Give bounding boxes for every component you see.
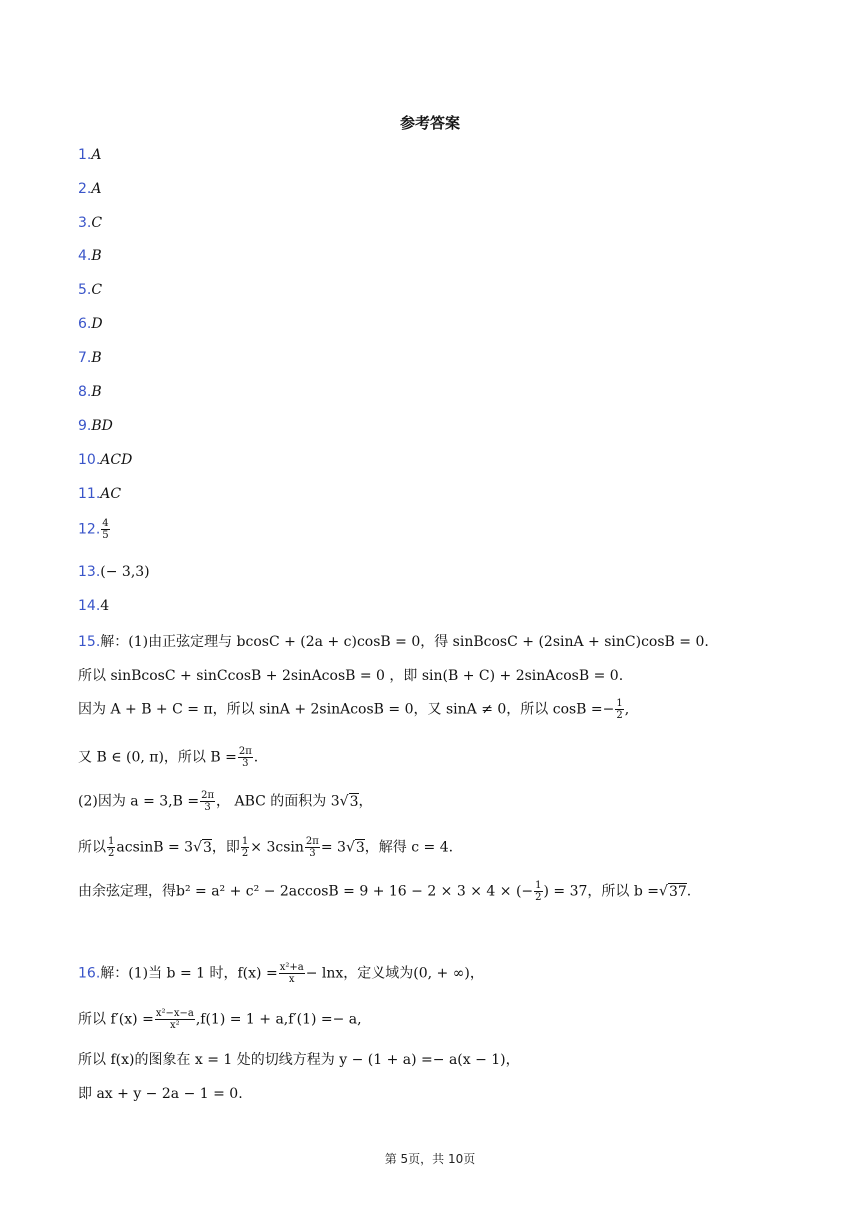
solution-text: 又 B ∈ (0, π)，所以 B = <box>78 749 237 766</box>
solution-text: 即 ax + y − 2a − 1 = 0. <box>78 1086 243 1102</box>
answer-line-4 <box>78 248 102 264</box>
fraction: $\frac{1}{2}$ <box>108 836 115 859</box>
fraction: $\frac{1}{2}$ <box>241 836 249 859</box>
fraction: $\frac{2\pi}{3}$ <box>305 836 319 859</box>
answer-value: D <box>91 316 103 332</box>
q15-line-4: 又 B ∈ (0, π)，所以 B = $\frac{2\pi}{3}$ . <box>78 746 259 769</box>
q16-line-4 <box>78 1083 243 1103</box>
answer-value: B <box>91 384 102 400</box>
answer-line-2 <box>78 181 101 197</box>
answer-value: C <box>91 282 103 298</box>
fraction: $\frac{2\pi}{3}$ <box>238 746 252 769</box>
question-number: 6. <box>78 316 92 332</box>
answer-value: ACD <box>100 452 133 468</box>
answer-line-10 <box>78 452 132 468</box>
solution-text: 所以 <box>78 839 106 856</box>
q15-line-5: (2)因为 a = 3,B = $\frac{2\pi}{3}$ ， ABC 的面积为 3√3， <box>78 790 373 813</box>
answer-line-8 <box>78 384 102 400</box>
question-number: 16. <box>78 965 101 982</box>
solution-text: 由余弦定理，得b² = a² + c² − 2accosB = 9 + 16 − 2 × 3 × 4 × (− <box>78 883 534 900</box>
answer-line-7 <box>78 350 102 366</box>
answer-line-14 <box>78 598 109 614</box>
question-number: 15. <box>78 634 101 650</box>
answer-value: (− 3,3) <box>100 564 150 580</box>
question-number: 10. <box>78 452 101 468</box>
question-number: 11. <box>78 486 101 502</box>
answer-value: C <box>91 215 103 231</box>
q16-line-2: 所以 f′(x) = $\frac{\text{x²−x−a}}{\text{x²}}$ ,f(1) = 1 + a,f′(1) =− a, <box>78 1008 362 1031</box>
answer-line-13 <box>78 564 150 580</box>
answer-line-9 <box>78 418 113 434</box>
solution-text: 因为 A + B + C = π，所以 sinA + 2sinAcosB = 0，又 sinA ≠ 0，所以 cosB =− <box>78 701 615 718</box>
answer-value: A <box>91 147 102 163</box>
q15-line-6: 所以 $\frac{1}{2}$ acsinB = 3√3，即 $\frac{1}{2}$ × 3csin $\frac{2\pi}{3}$ = 3√3，解得 c = 4. <box>78 836 454 859</box>
fraction: $\frac{1}{2}$ <box>616 698 623 721</box>
question-number: 9. <box>78 418 92 434</box>
fraction: $\frac{\text{x²−x−a}}{\text{x²}}$ <box>155 1008 194 1031</box>
solution-text: 所以 sinBcosC + sinCcosB + 2sinAcosB = 0 ，即 sin(B + C) + 2sinAcosB = 0. <box>78 668 624 684</box>
solution-text: 解：(1)由正弦定理与 bcosC + (2a + c)cosB = 0，得 sinBcosC + (2sinA + sinC)cosB = 0. <box>100 634 709 650</box>
question-number: 2. <box>78 181 92 197</box>
answer-value: AC <box>100 486 122 502</box>
question-number: 3. <box>78 215 92 231</box>
answer-line-6 <box>78 316 103 332</box>
question-number: 12. <box>78 521 101 538</box>
answer-line-12 <box>78 518 111 541</box>
solution-text: 所以 f(x)的图象在 x = 1 处的切线方程为 y − (1 + a) =− a(x − 1)， <box>78 1052 520 1068</box>
question-number: 7. <box>78 350 92 366</box>
solution-text: 所以 f′(x) = <box>78 1011 154 1028</box>
page-footer: 第 5页，共 10页 <box>384 1152 476 1166</box>
q16-line-3 <box>78 1049 520 1069</box>
answer-value: 4 <box>100 598 110 614</box>
answer-value: B <box>91 350 102 366</box>
page-title: 参考答案 <box>399 114 460 132</box>
answer-value: BD <box>91 418 113 434</box>
q15-line-3: 因为 A + B + C = π，所以 sinA + 2sinAcosB = 0，又 sinA ≠ 0，所以 cosB =− $\frac{1}{2}$ , <box>78 698 630 721</box>
question-number: 1. <box>78 147 92 163</box>
answer-line-3 <box>78 215 102 231</box>
q16-line-1: 16.解：(1)当 b = 1 时，f(x) = $\frac{\text{x²+a}}{x}$ − lnx，定义域为(0, + ∞)， <box>78 962 484 985</box>
answer-line-5 <box>78 282 102 298</box>
fraction: $\frac{1}{2}$ <box>535 880 542 903</box>
q15-line-7: 由余弦定理，得b² = a² + c² − 2accosB = 9 + 16 − 2 × 3 × 4 × (− $\frac{1}{2}$ ) = 37，所以 b =√37. <box>78 880 692 903</box>
answer-value: B <box>91 248 102 264</box>
answer-line-1 <box>78 147 101 163</box>
answer-line-11 <box>78 486 121 502</box>
question-number: 14. <box>78 598 101 614</box>
fraction: $\frac{\text{x²+a}}{x}$ <box>279 962 304 985</box>
solution-text: (2)因为 a = 3,B = <box>78 793 200 810</box>
q15-line-2 <box>78 665 623 685</box>
question-number: 8. <box>78 384 92 400</box>
solution-text: 解：(1)当 b = 1 时，f(x) = <box>100 965 278 982</box>
q15-line-1 <box>78 631 709 651</box>
fraction: $\frac{4}{5}$ <box>102 518 109 541</box>
question-number: 4. <box>78 248 92 264</box>
question-number: 13. <box>78 564 101 580</box>
question-number: 5. <box>78 282 92 298</box>
answer-value: A <box>91 181 102 197</box>
fraction: $\frac{2\pi}{3}$ <box>201 790 215 813</box>
